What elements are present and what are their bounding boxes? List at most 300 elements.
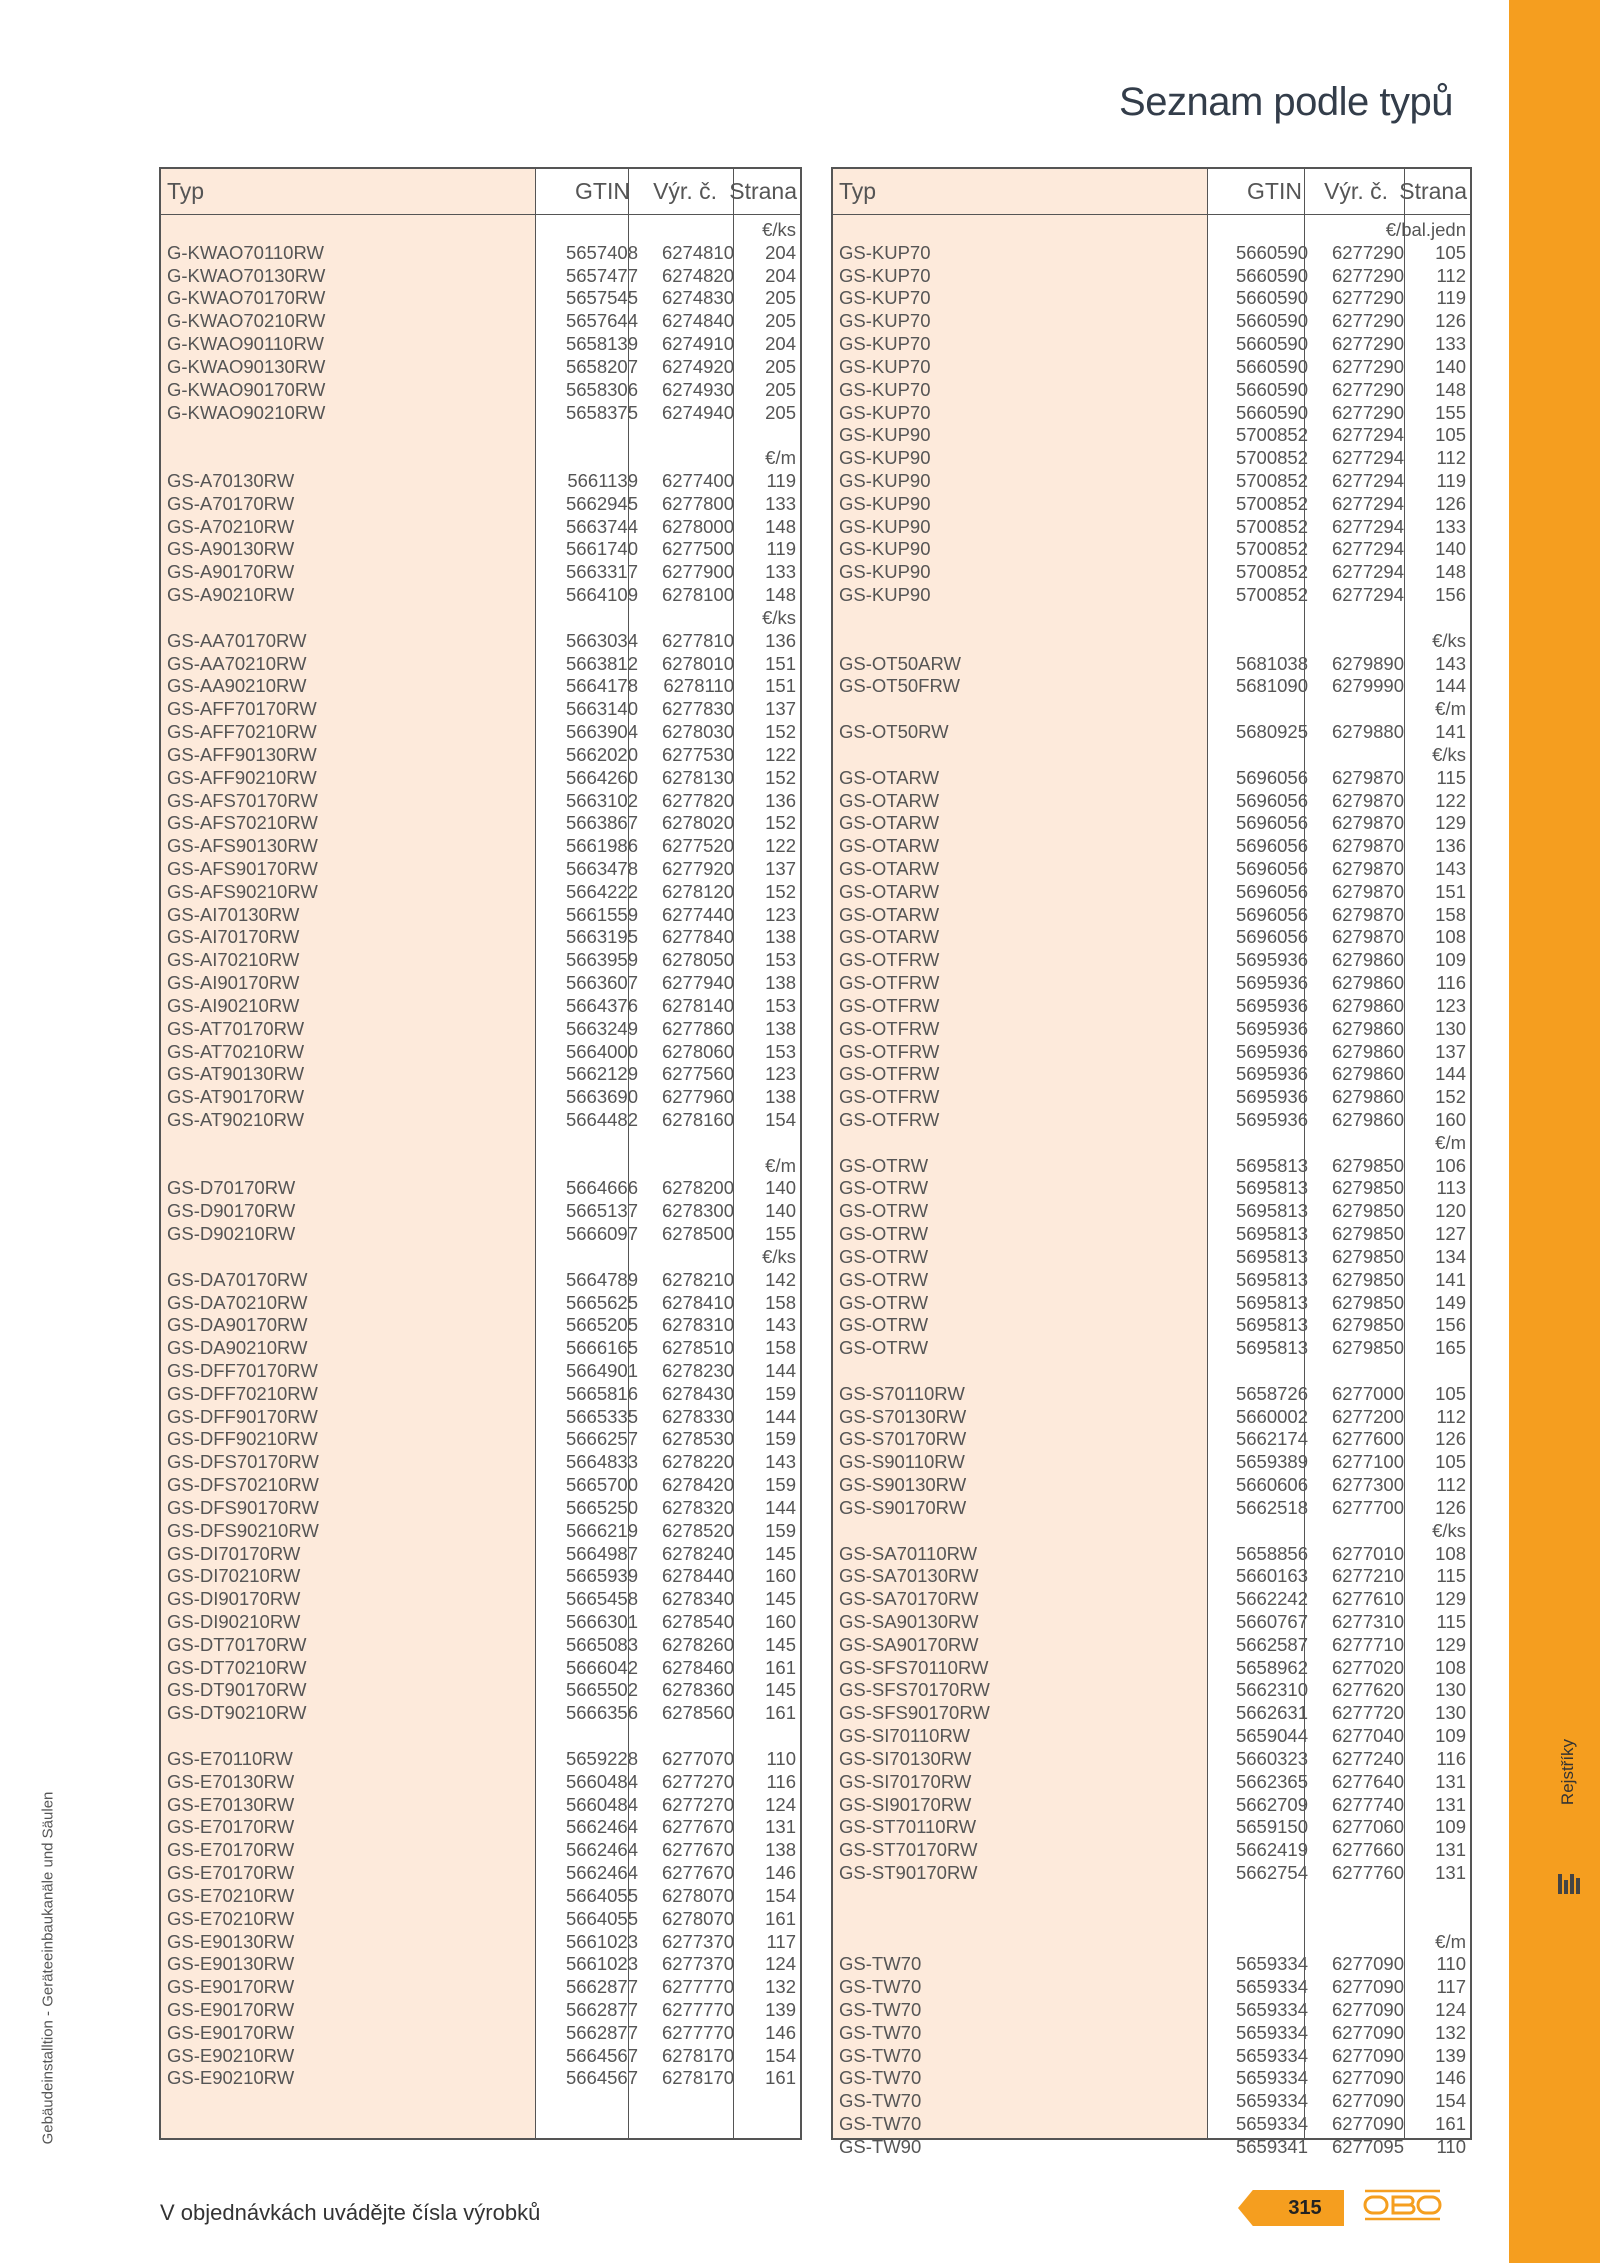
cell-vyr: 6277294 [1331, 424, 1404, 446]
cell-strana: 115 [1436, 766, 1466, 788]
cell-gtin: 5696056 [1235, 880, 1308, 902]
cell-gtin: 5665816 [565, 1382, 638, 1404]
table-row [833, 2044, 1470, 2067]
cell-typ: GS-ST90170RW [839, 1862, 978, 1884]
table-row [833, 880, 1470, 903]
cell-vyr: 6277820 [661, 789, 734, 811]
cell-strana: 143 [765, 1451, 796, 1473]
cell-vyr: 6278110 [663, 675, 734, 697]
cell-strana: 205 [765, 355, 796, 377]
table-row [161, 2066, 800, 2089]
cell-typ: GS-OTRW [839, 1291, 929, 1313]
table-row [833, 1701, 1470, 1724]
cell-gtin: 5695813 [1235, 1337, 1308, 1359]
cell-strana: 155 [1435, 401, 1466, 423]
cell-strana: 116 [1436, 1747, 1466, 1769]
cell-vyr: 6277294 [1331, 561, 1404, 583]
table-row [833, 1245, 1470, 1268]
cell-vyr: 6277020 [1331, 1656, 1404, 1678]
cell-vyr: 6278020 [661, 812, 734, 834]
cell-vyr: 6277770 [661, 1998, 734, 2020]
cell-gtin: 5659334 [1235, 2090, 1308, 2112]
cell-typ: GS-OTFRW [839, 1086, 940, 1108]
table-row [833, 857, 1470, 880]
cell-typ: GS-A70130RW [167, 470, 295, 492]
cell-typ: GS-OTARW [839, 789, 940, 811]
cell-strana: 148 [1435, 378, 1466, 400]
cell-typ: GS-KUP70 [839, 287, 931, 309]
cell-strana: 138 [765, 926, 796, 948]
cell-typ: GS-TW70 [839, 1998, 922, 2020]
cell-typ: GS-AT70170RW [167, 1017, 305, 1039]
cell-vyr: 6274840 [661, 310, 734, 332]
cell-strana: 109 [1435, 949, 1466, 971]
table-row [833, 1291, 1470, 1314]
cell-strana: 119 [766, 470, 796, 492]
cell-strana: 127 [1435, 1223, 1466, 1245]
cell-strana: 133 [765, 561, 796, 583]
cell-strana: 148 [765, 584, 796, 606]
cell-gtin: 5662242 [1235, 1588, 1308, 1610]
header-vyr: Výr. č. [653, 178, 717, 204]
cell-typ: GS-S70110RW [839, 1382, 965, 1404]
cell-strana: 119 [1436, 470, 1466, 492]
cell-strana: 156 [1435, 584, 1466, 606]
table-row [833, 766, 1470, 789]
cell-typ: GS-AI70130RW [167, 903, 300, 925]
side-accent-bar [1509, 0, 1600, 2263]
cell-vyr: 6278520 [661, 1519, 734, 1541]
cell-strana: 110 [1436, 1953, 1466, 1975]
cell-strana: 129 [1435, 1633, 1466, 1655]
table-row [833, 1998, 1470, 2021]
cell-strana: 130 [1435, 1702, 1466, 1724]
cell-typ: GS-OTARW [839, 880, 940, 902]
cell-typ: GS-AT90210RW [167, 1108, 305, 1130]
cell-strana: 112 [1436, 447, 1466, 469]
cell-vyr: 6277620 [1331, 1679, 1404, 1701]
unit-row [833, 743, 1470, 766]
cell-gtin: 5659341 [1235, 2135, 1308, 2157]
cell-strana: 132 [765, 1976, 796, 1998]
cell-vyr: 6279870 [1331, 880, 1404, 902]
unit-row [833, 1930, 1470, 1953]
table-row [161, 241, 800, 264]
cell-vyr: 6279860 [1331, 994, 1404, 1016]
cell-typ: GS-SI70130RW [839, 1747, 972, 1769]
cell-gtin: 5658306 [565, 378, 638, 400]
cell-gtin: 5665502 [565, 1679, 638, 1701]
cell-gtin: 5663607 [565, 972, 638, 994]
table-row [161, 766, 800, 789]
cell-gtin: 5695936 [1235, 1108, 1308, 1130]
cell-gtin: 5664987 [565, 1542, 638, 1564]
table-row [833, 1199, 1470, 1222]
cell-typ: GS-A70210RW [167, 515, 295, 537]
table-row [833, 469, 1470, 492]
cell-gtin: 5696056 [1235, 766, 1308, 788]
cell-typ: GS-OTARW [839, 926, 940, 948]
table-row [161, 1017, 800, 1040]
unit-label: €/m [765, 1154, 796, 1176]
cell-gtin: 5696056 [1235, 835, 1308, 857]
table-row [833, 1085, 1470, 1108]
cell-strana: 116 [766, 1770, 796, 1792]
cell-strana: 119 [1436, 287, 1466, 309]
cell-strana: 131 [1435, 1770, 1466, 1792]
cell-typ: GS-ST70110RW [839, 1816, 977, 1838]
cell-strana: 110 [766, 1747, 796, 1769]
table-row [161, 1268, 800, 1291]
cell-vyr: 6274830 [661, 287, 734, 309]
cell-typ: GS-DFS70170RW [167, 1451, 319, 1473]
table-row [833, 264, 1470, 287]
cell-vyr: 6279850 [1331, 1291, 1404, 1313]
table-row [833, 789, 1470, 812]
cell-strana: 106 [1435, 1154, 1466, 1176]
table-row [161, 994, 800, 1017]
cell-typ: GS-DI70170RW [167, 1542, 301, 1564]
cell-gtin: 5659334 [1235, 2021, 1308, 2043]
cell-vyr: 6278170 [661, 2044, 734, 2066]
cell-vyr: 6277500 [661, 538, 734, 560]
cell-typ: GS-TW90 [839, 2135, 922, 2157]
cell-strana: 205 [765, 401, 796, 423]
cell-gtin: 5661023 [565, 1930, 638, 1952]
table-row [161, 1519, 800, 1542]
cell-vyr: 6278100 [661, 584, 734, 606]
cell-gtin: 5700852 [1235, 538, 1308, 560]
cell-gtin: 5657477 [565, 264, 638, 286]
cell-gtin: 5664789 [565, 1268, 638, 1290]
cell-strana: 112 [1436, 1474, 1466, 1496]
table-row [161, 1427, 800, 1450]
table-row [833, 1815, 1470, 1838]
cell-vyr: 6278000 [661, 515, 734, 537]
cell-strana: 160 [765, 1611, 796, 1633]
cell-gtin: 5659334 [1235, 2067, 1308, 2089]
cell-typ: GS-SFS70110RW [839, 1656, 989, 1678]
table-row [833, 355, 1470, 378]
cell-strana: 123 [765, 1063, 796, 1085]
cell-typ: GS-SI70170RW [839, 1770, 972, 1792]
cell-typ: GS-E70170RW [167, 1862, 295, 1884]
cell-strana: 161 [1435, 2113, 1466, 2135]
cell-vyr: 6274910 [661, 333, 734, 355]
cell-gtin: 5658726 [1235, 1382, 1308, 1404]
cell-gtin: 5660590 [1235, 241, 1308, 263]
cell-strana: 138 [765, 972, 796, 994]
cell-gtin: 5662174 [1235, 1428, 1308, 1450]
cell-typ: GS-KUP90 [839, 424, 931, 446]
cell-gtin: 5662945 [565, 492, 638, 514]
cell-vyr: 6277294 [1331, 538, 1404, 560]
cell-vyr: 6278420 [661, 1474, 734, 1496]
cell-typ: GS-DFF90170RW [167, 1405, 318, 1427]
table-row [833, 948, 1470, 971]
cell-typ: GS-OTARW [839, 766, 940, 788]
cell-vyr: 6278140 [661, 994, 734, 1016]
cell-vyr: 6279850 [1331, 1154, 1404, 1176]
cell-strana: 148 [765, 515, 796, 537]
unit-label: €/ks [762, 606, 796, 628]
cell-vyr: 6277095 [1331, 2135, 1404, 2157]
cell-typ: GS-KUP70 [839, 241, 931, 263]
table-row [161, 2021, 800, 2044]
cell-typ: GS-E70170RW [167, 1839, 295, 1861]
cell-gtin: 5665250 [565, 1496, 638, 1518]
cell-strana: 123 [1435, 994, 1466, 1016]
cell-typ: GS-DA90170RW [167, 1314, 308, 1336]
cell-gtin: 5660484 [565, 1793, 638, 1815]
cell-strana: 152 [765, 880, 796, 902]
cell-strana: 145 [765, 1679, 796, 1701]
cell-strana: 145 [765, 1633, 796, 1655]
cell-gtin: 5664833 [565, 1451, 638, 1473]
table-row [161, 629, 800, 652]
cell-strana: 136 [1435, 835, 1466, 857]
cell-gtin: 5662877 [565, 1976, 638, 1998]
cell-strana: 115 [1436, 1611, 1466, 1633]
cell-typ: GS-KUP70 [839, 310, 931, 332]
table-row [161, 857, 800, 880]
cell-vyr: 6278540 [661, 1611, 734, 1633]
cell-vyr: 6277940 [661, 972, 734, 994]
cell-typ: GS-SI90170RW [839, 1793, 972, 1815]
cell-gtin: 5660590 [1235, 264, 1308, 286]
cell-vyr: 6278130 [661, 766, 734, 788]
cell-strana: 158 [765, 1291, 796, 1313]
cell-strana: 130 [1435, 1679, 1466, 1701]
table-row [161, 1176, 800, 1199]
cell-strana: 154 [765, 2044, 796, 2066]
table-row [833, 241, 1470, 264]
cell-gtin: 5663867 [565, 812, 638, 834]
cell-typ: GS-KUP90 [839, 584, 931, 606]
cell-strana: 113 [1436, 1177, 1466, 1199]
cell-gtin: 5663317 [565, 561, 638, 583]
cell-vyr: 6278160 [661, 1108, 734, 1130]
table-row [161, 515, 800, 538]
cell-typ: GS-E90170RW [167, 1976, 295, 1998]
cell-typ: GS-KUP90 [839, 538, 931, 560]
cell-typ: GS-AI90170RW [167, 972, 300, 994]
cell-strana: 152 [1435, 1086, 1466, 1108]
cell-strana: 156 [1435, 1314, 1466, 1336]
cell-gtin: 5695813 [1235, 1245, 1308, 1267]
cell-vyr: 6277090 [1331, 1976, 1404, 1998]
table-row [833, 1770, 1470, 1793]
table-row [161, 1793, 800, 1816]
left-margin-text: Gebäudeinstalltion - Geräteeinbaukanäle und Säulen [39, 1791, 57, 2145]
cell-strana: 155 [765, 1223, 796, 1245]
header-strana: Strana [1399, 178, 1467, 204]
cell-typ: G-KWAO90210RW [167, 401, 326, 423]
table-row [161, 1382, 800, 1405]
table-row [161, 1610, 800, 1633]
cell-typ: GS-DA70170RW [167, 1268, 308, 1290]
cell-vyr: 6278430 [661, 1382, 734, 1404]
cell-typ: GS-SI70110RW [839, 1725, 970, 1747]
cell-vyr: 6278560 [661, 1702, 734, 1724]
table-row [833, 1405, 1470, 1428]
table-row [161, 1838, 800, 1861]
unit-row [161, 446, 800, 469]
table-row [833, 1313, 1470, 1336]
cell-strana: 205 [765, 378, 796, 400]
cell-typ: GS-E70110RW [167, 1747, 293, 1769]
cell-vyr: 6277290 [1331, 378, 1404, 400]
unit-label: €/m [1435, 1930, 1466, 1952]
cell-typ: GS-KUP70 [839, 378, 931, 400]
table-row [833, 423, 1470, 446]
table-row [833, 1154, 1470, 1177]
table-row [833, 2089, 1470, 2112]
cell-strana: 126 [1435, 310, 1466, 332]
table-row [833, 446, 1470, 469]
cell-typ: GS-AFF70170RW [167, 698, 317, 720]
table-row [161, 1587, 800, 1610]
cell-strana: 154 [765, 1108, 796, 1130]
cell-strana: 117 [1436, 1976, 1466, 1998]
cell-gtin: 5700852 [1235, 584, 1308, 606]
cell-typ: GS-TW70 [839, 2067, 922, 2089]
cell-strana: 140 [765, 1200, 796, 1222]
cell-typ: GS-E70210RW [167, 1884, 295, 1906]
cell-strana: 154 [1435, 2090, 1466, 2112]
unit-row [161, 1154, 800, 1177]
table-row [161, 1907, 800, 1930]
cell-typ: GS-KUP90 [839, 447, 931, 469]
cell-strana: 139 [765, 1998, 796, 2020]
cell-vyr: 6279860 [1331, 1017, 1404, 1039]
cell-strana: 204 [765, 264, 796, 286]
cell-strana: 138 [765, 1839, 796, 1861]
cell-gtin: 5666219 [565, 1519, 638, 1541]
unit-label: €/ks [762, 219, 796, 240]
cell-typ: GS-S90170RW [839, 1496, 967, 1518]
cell-vyr: 6277270 [661, 1770, 734, 1792]
cell-typ: GS-E90170RW [167, 1998, 295, 2020]
unit-row [833, 629, 1470, 652]
cell-gtin: 5665458 [565, 1588, 638, 1610]
cell-typ: GS-E90130RW [167, 1930, 295, 1952]
table-row [161, 1656, 800, 1679]
cell-vyr: 6278530 [661, 1428, 734, 1450]
cell-gtin: 5663034 [565, 629, 638, 651]
table-row [833, 1222, 1470, 1245]
cell-gtin: 5664567 [565, 2067, 638, 2089]
table-row [161, 811, 800, 834]
cell-vyr: 6277840 [661, 926, 734, 948]
cell-typ: GS-TW70 [839, 2090, 922, 2112]
cell-gtin: 5659389 [1235, 1451, 1308, 1473]
cell-gtin: 5695813 [1235, 1314, 1308, 1336]
cell-vyr: 6278440 [661, 1565, 734, 1587]
cell-vyr: 6277290 [1331, 310, 1404, 332]
header-strana: Strana [729, 178, 797, 204]
cell-vyr: 6277290 [1331, 264, 1404, 286]
unit-label: €/bal.jedn [1385, 219, 1466, 240]
cell-strana: 144 [765, 1405, 796, 1427]
cell-strana: 151 [1435, 880, 1466, 902]
cell-strana: 145 [765, 1588, 796, 1610]
cell-typ: GS-AA70170RW [167, 629, 307, 651]
table-row [833, 1633, 1470, 1656]
table-row [833, 1724, 1470, 1747]
cell-typ: GS-E70210RW [167, 1907, 295, 1929]
cell-strana: 109 [1435, 1816, 1466, 1838]
table-row [833, 332, 1470, 355]
cell-strana: 131 [765, 1816, 796, 1838]
cell-strana: 131 [1435, 1839, 1466, 1861]
cell-vyr: 6277090 [1331, 1953, 1404, 1975]
cell-gtin: 5658962 [1235, 1656, 1308, 1678]
cell-typ: GS-OT50RW [839, 721, 949, 743]
cell-strana: 152 [765, 812, 796, 834]
cell-gtin: 5665137 [565, 1200, 638, 1222]
cell-vyr: 6279870 [1331, 926, 1404, 948]
cell-vyr: 6279890 [1331, 652, 1404, 674]
cell-gtin: 5666165 [565, 1337, 638, 1359]
cell-typ: GS-S90130RW [839, 1474, 967, 1496]
cell-gtin: 5666257 [565, 1428, 638, 1450]
cell-strana: 152 [765, 721, 796, 743]
side-tab-label: Rejstříky [1558, 1738, 1577, 1806]
cell-vyr: 6277300 [1331, 1474, 1404, 1496]
cell-vyr: 6279850 [1331, 1268, 1404, 1290]
cell-gtin: 5700852 [1235, 424, 1308, 446]
cell-vyr: 6277530 [661, 743, 734, 765]
table-row [161, 1473, 800, 1496]
cell-typ: GS-OTRW [839, 1268, 929, 1290]
table-row [833, 1952, 1470, 1975]
table-row [161, 880, 800, 903]
cell-strana: 152 [765, 766, 796, 788]
cell-gtin: 5700852 [1235, 447, 1308, 469]
cell-strana: 153 [765, 994, 796, 1016]
cell-vyr: 6277700 [1331, 1496, 1404, 1518]
cell-gtin: 5658375 [565, 401, 638, 423]
table-row [161, 720, 800, 743]
cell-strana: 110 [1436, 2135, 1466, 2157]
cell-vyr: 6277090 [1331, 2113, 1404, 2135]
table-row [161, 1222, 800, 1245]
cell-vyr: 6278050 [661, 949, 734, 971]
cell-typ: GS-SA90170RW [839, 1633, 979, 1655]
cell-strana: 204 [765, 241, 796, 263]
table-row [161, 1701, 800, 1724]
cell-strana: 140 [1435, 355, 1466, 377]
cell-typ: GS-KUP70 [839, 401, 931, 423]
cell-gtin: 5696056 [1235, 903, 1308, 925]
cell-vyr: 6279870 [1331, 766, 1404, 788]
cell-gtin: 5664376 [565, 994, 638, 1016]
cell-vyr: 6278500 [661, 1223, 734, 1245]
cell-vyr: 6277294 [1331, 447, 1404, 469]
cell-gtin: 5659044 [1235, 1725, 1308, 1747]
cell-vyr: 6279850 [1331, 1245, 1404, 1267]
cell-typ: GS-D90170RW [167, 1200, 296, 1222]
cell-gtin: 5663812 [565, 652, 638, 674]
table-row [161, 309, 800, 332]
cell-vyr: 6277090 [1331, 1998, 1404, 2020]
unit-row [161, 606, 800, 629]
cell-vyr: 6278460 [661, 1656, 734, 1678]
cell-typ: GS-SA90130RW [839, 1611, 979, 1633]
cell-vyr: 6279850 [1331, 1223, 1404, 1245]
cell-vyr: 6278320 [661, 1496, 734, 1518]
